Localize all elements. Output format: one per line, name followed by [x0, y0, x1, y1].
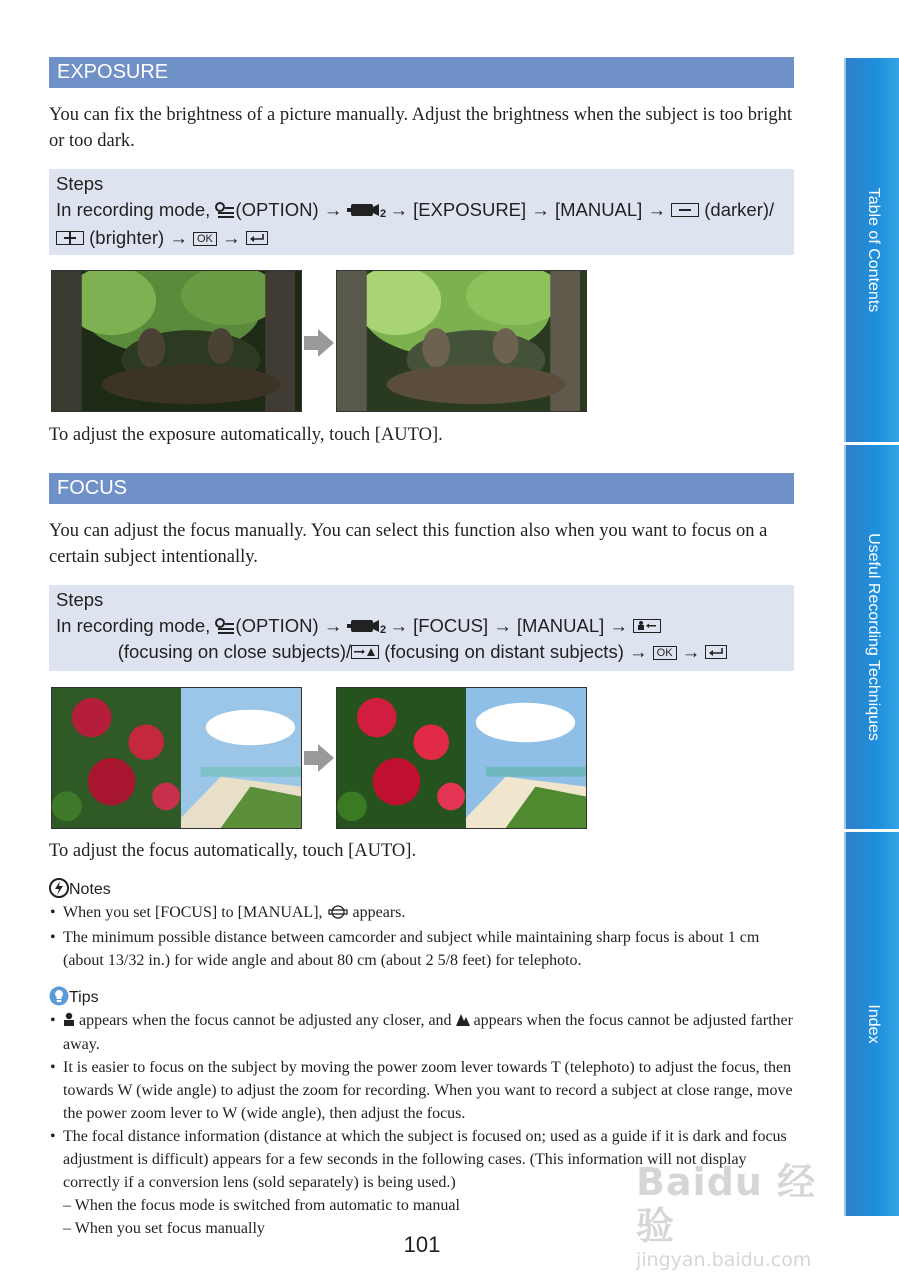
focus-arrow-icon [304, 744, 334, 772]
list-item: – When the focus mode is switched from automatic to manual [63, 1197, 460, 1214]
manual-focus-icon [327, 903, 349, 926]
camera-tab-2-icon [347, 199, 389, 225]
svg-text:2: 2 [380, 624, 387, 634]
list-item: • appears when the focus cannot be adjusted any closer, and appears when the focus cannot be adjusted farther away. [49, 1009, 794, 1056]
focus-far-icon [351, 645, 379, 659]
exposure-arrow-icon [304, 329, 334, 357]
tab-useful-recording-techniques[interactable] [844, 445, 899, 829]
exposure-before-photo [51, 270, 302, 412]
return-icon [705, 645, 727, 659]
minus-icon [671, 203, 699, 217]
focus-steps-line: In recording mode, (OPTION) → 2 → [FOCUS] → [MANUAL] → [56, 613, 787, 641]
list-item: • The focal distance information (distance at which the subject is focused on; used as a guide if it is dark and focus adjustment is difficult) appears for a few seconds in the following cases. (This information will not display correctly if a conversion lens (sold separately) is being used.) [49, 1125, 794, 1194]
list-item: – When you set focus manually [63, 1220, 265, 1237]
tab-label: Table of Contents [864, 187, 882, 313]
exposure-after-photo [336, 270, 587, 412]
tab-table-of-contents[interactable] [844, 58, 899, 442]
tab-index[interactable] [844, 832, 899, 1216]
ok-icon: OK [193, 232, 217, 246]
far-limit-icon [456, 1010, 470, 1033]
option-icon [215, 199, 235, 225]
list-item: • When you set [FOCUS] to [MANUAL], appears. [49, 901, 794, 926]
list-item: • The minimum possible distance between camcorder and subject while maintaining sharp focus is about 1 cm (about 13/32 in.) for wide angle and about 80 cm (about 2 5/8 feet) for telephoto. [49, 926, 794, 972]
watermark-url: jingyan.baidu.com [636, 1249, 812, 1271]
exposure-steps-box [49, 169, 794, 255]
exposure-steps-line: In recording mode, (OPTION) → 2 → [EXPOSURE] → [MANUAL] → (darker)/ [56, 197, 787, 225]
page-number: 101 [403, 1232, 441, 1257]
svg-text:2: 2 [380, 208, 387, 218]
steps-label: Steps [56, 173, 104, 194]
exposure-steps-line-2: (brighter) → OK → [56, 225, 787, 251]
focus-auto-text: To adjust the focus automatically, touch [AUTO]. [49, 841, 417, 861]
focus-heading: FOCUS [49, 473, 794, 504]
ok-icon: OK [653, 646, 677, 660]
focus-intro: You can adjust the focus manually. You can select this function also when you want to focus on a certain subject intentionally. [49, 521, 768, 567]
exposure-heading: EXPOSURE [49, 57, 794, 88]
near-limit-icon [63, 1010, 75, 1033]
focus-steps-continued: (focusing on close subjects)/ (focusing on distant subjects) → OK → [56, 613, 796, 665]
plus-icon [56, 231, 84, 245]
exposure-auto-text: To adjust the exposure automatically, touch [AUTO]. [49, 425, 443, 445]
baidu-watermark [636, 1160, 846, 1271]
notes-list [49, 901, 794, 972]
steps-label: Steps [56, 589, 104, 610]
exposure-intro: You can fix the brightness of a picture manually. Adjust the brightness when the subject is too bright or too dark. [49, 105, 792, 151]
list-item: • It is easier to focus on the subject by moving the power zoom lever towards T (telephoto) to adjust the focus, then towards W (wide angle) to adjust the zoom for recording. When you want to record a subject at close range, move the power zoom lever to W (wide angle), then adjust the focus. [49, 1056, 794, 1125]
tab-label: Index [864, 1004, 882, 1044]
tab-label: Useful Recording Techniques [864, 533, 882, 741]
tips-heading: Tips [49, 986, 99, 1012]
notes-heading: Notes [49, 878, 111, 904]
focus-before-photo [51, 687, 302, 829]
return-icon [246, 231, 268, 245]
focus-after-photo [336, 687, 587, 829]
watermark-logo: Baidu 经验 [636, 1160, 817, 1248]
